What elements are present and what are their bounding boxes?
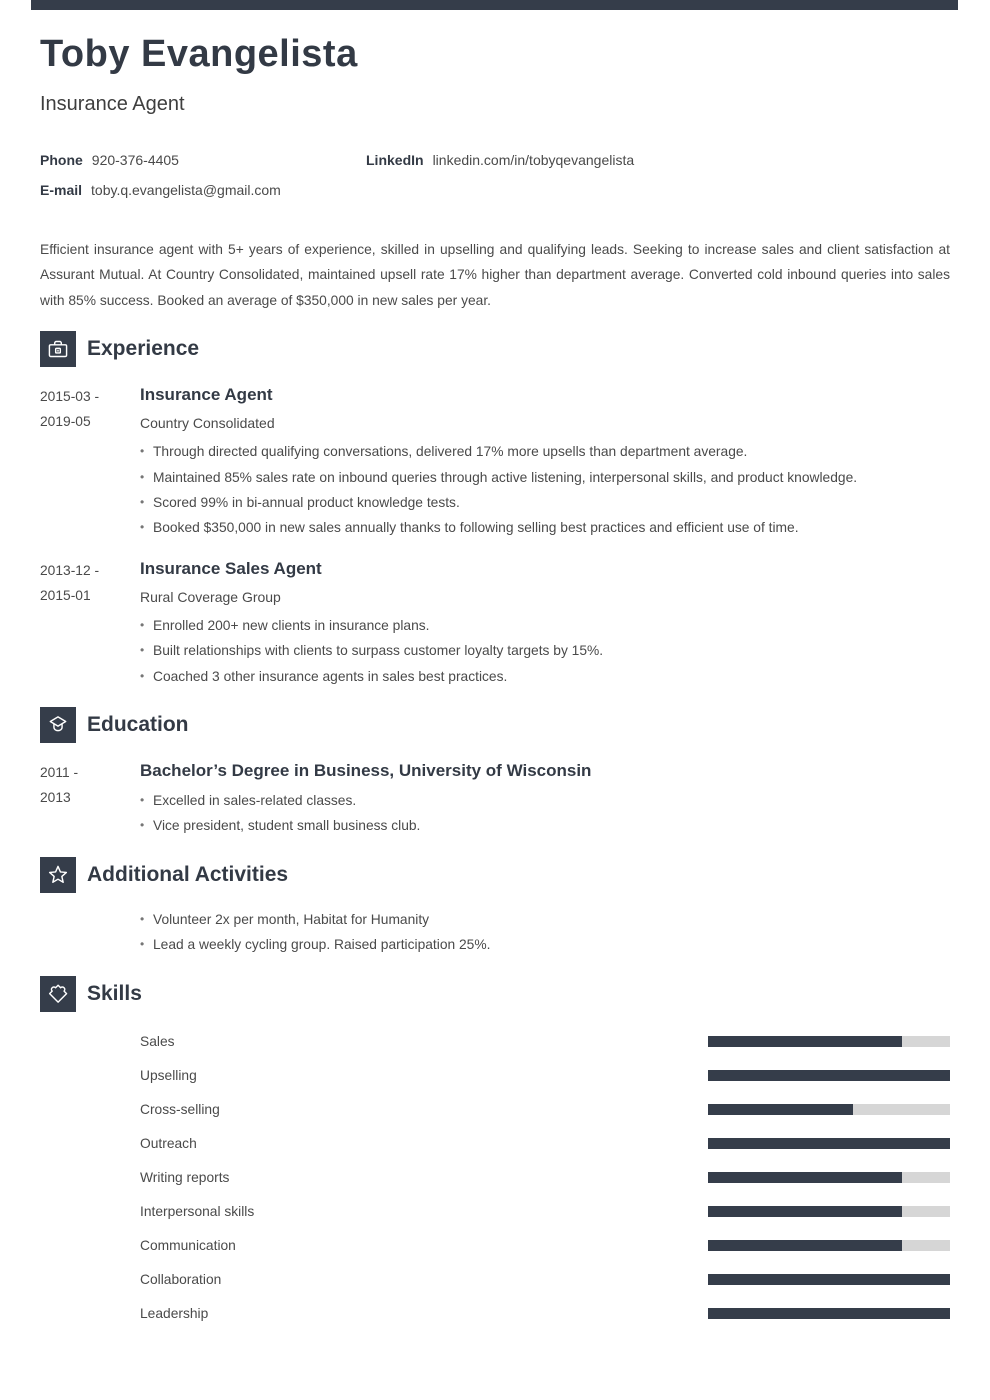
bullet-text: Booked $350,000 in new sales annually thanks to following selling best practices and efficient use of time. <box>153 520 799 536</box>
activities-bullets <box>140 907 950 958</box>
skills-section <box>40 976 950 1331</box>
bullet-item <box>140 907 950 932</box>
contact-linkedin <box>366 152 950 168</box>
education-heading: Education <box>87 713 189 737</box>
bullet-dot-icon: • <box>140 818 145 833</box>
entry-body <box>140 384 950 541</box>
entry-date-start: 2013-12 - <box>40 562 100 578</box>
timeline-entry <box>40 760 950 839</box>
entry-dates <box>40 760 140 839</box>
bullet-text: Excelled in sales-related classes. <box>153 793 357 809</box>
bullet-dot-icon: • <box>140 937 145 952</box>
bullet-item <box>140 638 950 663</box>
skills-rows <box>140 1025 950 1331</box>
bullet-text: Built relationships with clients to surpass customer loyalty targets by 15%. <box>153 643 604 659</box>
skill-bar-fill <box>708 1104 853 1115</box>
entry-dates <box>40 384 140 541</box>
experience-section-header <box>40 331 950 367</box>
skill-row <box>140 1059 950 1093</box>
phone-value: 920-376-4405 <box>91 152 179 168</box>
contact-email <box>40 182 366 198</box>
skill-label: Communication <box>140 1238 236 1254</box>
entry-subtitle: Country Consolidated <box>140 415 275 432</box>
skill-label: Sales <box>140 1034 175 1050</box>
skill-row <box>140 1297 950 1331</box>
skill-row <box>140 1229 950 1263</box>
email-value: toby.q.evangelista@gmail.com <box>91 182 281 198</box>
skill-bar-fill <box>708 1274 950 1285</box>
email-label: E-mail <box>40 182 83 198</box>
skill-bar-track <box>708 1240 950 1251</box>
bullet-list <box>140 439 950 541</box>
bullet-text: Maintained 85% sales rate on inbound queries through active listening, interpersonal skills, and product knowledge. <box>153 469 858 485</box>
activities-section-header <box>40 857 950 893</box>
education-section <box>40 707 950 839</box>
skill-bar-fill <box>708 1036 902 1047</box>
skill-label: Upselling <box>140 1068 197 1084</box>
bullet-item <box>140 813 950 838</box>
skill-bar-fill <box>708 1070 950 1081</box>
skill-bar-track <box>708 1138 950 1149</box>
skill-bar-track <box>708 1104 950 1115</box>
entry-subtitle: Rural Coverage Group <box>140 588 281 605</box>
bullet-dot-icon: • <box>140 793 145 808</box>
person-job-title: Insurance Agent <box>40 93 185 115</box>
entry-date-end: 2019-05 <box>40 414 91 430</box>
entry-date-start: 2011 - <box>40 765 79 781</box>
bullet-dot-icon: • <box>140 617 145 632</box>
bullet-list <box>140 788 950 839</box>
skill-bar-track <box>708 1274 950 1285</box>
contact-info <box>40 152 950 198</box>
contact-phone <box>40 152 366 168</box>
bullet-item <box>140 932 950 957</box>
top-accent-bar <box>31 0 958 10</box>
bullet-text: Enrolled 200+ new clients in insurance plans. <box>153 617 430 633</box>
skill-row <box>140 1025 950 1059</box>
skill-bar-track <box>708 1308 950 1319</box>
bullet-text: Lead a weekly cycling group. Raised participation 25%. <box>153 937 491 953</box>
activities-heading: Additional Activities <box>87 862 289 886</box>
timeline-entry <box>40 384 950 541</box>
bullet-text: Scored 99% in bi-annual product knowledge tests. <box>153 495 460 511</box>
skill-bar-track <box>708 1206 950 1217</box>
person-name: Toby Evangelista <box>40 33 358 75</box>
bullet-text: Coached 3 other insurance agents in sales best practices. <box>153 668 508 684</box>
entry-dates <box>40 558 140 689</box>
skills-section-header <box>40 976 950 1012</box>
bullet-item <box>140 465 950 490</box>
entry-body <box>140 760 950 839</box>
bullet-item <box>140 613 950 638</box>
entry-date-start: 2015-03 - <box>40 389 100 405</box>
skills-heading: Skills <box>87 981 142 1005</box>
linkedin-label: LinkedIn <box>366 152 424 168</box>
skill-row <box>140 1127 950 1161</box>
skill-label: Collaboration <box>140 1272 222 1288</box>
bullet-item <box>140 788 950 813</box>
education-section-header <box>40 707 950 743</box>
timeline-entry <box>40 558 950 689</box>
bullet-text: Through directed qualifying conversations, delivered 17% more upsells than department average. <box>153 444 748 460</box>
skill-bar-fill <box>708 1138 950 1149</box>
bullet-dot-icon: • <box>140 444 145 459</box>
bullet-item <box>140 439 950 464</box>
skill-bar-track <box>708 1172 950 1183</box>
experience-entries <box>40 384 950 689</box>
bullet-item <box>140 664 950 689</box>
skill-label: Interpersonal skills <box>140 1204 255 1220</box>
activities-section <box>40 857 950 958</box>
skill-bar-fill <box>708 1206 902 1217</box>
skill-row <box>140 1263 950 1297</box>
skill-bar-track <box>708 1036 950 1047</box>
skill-bar-track <box>708 1070 950 1081</box>
phone-label: Phone <box>40 152 83 168</box>
entry-title: Bachelor’s Degree in Business, University of Wisconsin <box>140 761 592 781</box>
bullet-dot-icon: • <box>140 643 145 658</box>
experience-section <box>40 331 950 689</box>
education-entries <box>40 760 950 839</box>
entry-date-end: 2015-01 <box>40 587 91 603</box>
entry-date-end: 2013 <box>40 790 71 806</box>
linkedin-value: linkedin.com/in/tobyqevangelista <box>432 152 635 168</box>
skill-row <box>140 1195 950 1229</box>
bullet-dot-icon: • <box>140 668 145 683</box>
bullet-item <box>140 490 950 515</box>
briefcase-icon <box>40 331 76 367</box>
bullet-dot-icon: • <box>140 495 145 510</box>
bullet-list <box>140 907 950 958</box>
bullet-list <box>140 613 950 689</box>
skill-label: Writing reports <box>140 1170 230 1186</box>
star-icon <box>40 857 76 893</box>
skill-label: Leadership <box>140 1306 209 1322</box>
entry-title: Insurance Agent <box>140 385 273 405</box>
bullet-text: Volunteer 2x per month, Habitat for Humanity <box>153 911 430 927</box>
skill-bar-fill <box>708 1172 902 1183</box>
skill-row <box>140 1161 950 1195</box>
puzzle-icon <box>40 976 76 1012</box>
entry-title: Insurance Sales Agent <box>140 558 322 578</box>
skill-label: Outreach <box>140 1136 197 1152</box>
bullet-item <box>140 515 950 540</box>
skill-bar-fill <box>708 1240 902 1251</box>
summary-paragraph: Efficient insurance agent with 5+ years of experience, skilled in upselling and qualifying leads. Seeking to increase sales and client satisfaction at Assurant Mutual. At Country Consolidated, maintained upsell rate 17% higher than department average. Converted cold inbound queries into sales with 85% success. Booked an average of $350,000 in new sales per year. <box>40 242 950 308</box>
skill-bar-fill <box>708 1308 950 1319</box>
bullet-dot-icon: • <box>140 911 145 926</box>
skill-row <box>140 1093 950 1127</box>
bullet-dot-icon: • <box>140 520 145 535</box>
experience-heading: Experience <box>87 337 200 361</box>
graduation-cap-icon <box>40 707 76 743</box>
skill-label: Cross-selling <box>140 1102 220 1118</box>
bullet-text: Vice president, student small business club. <box>153 818 421 834</box>
entry-body <box>140 558 950 689</box>
bullet-dot-icon: • <box>140 469 145 484</box>
